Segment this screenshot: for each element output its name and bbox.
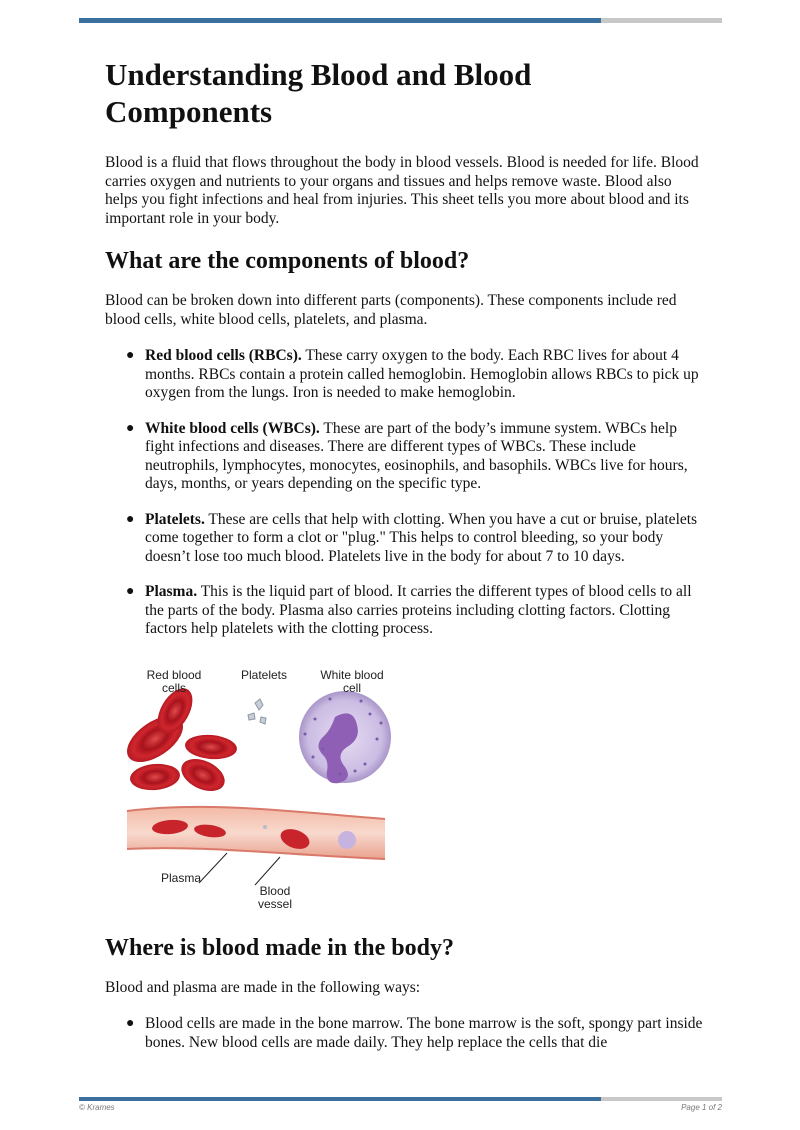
desc-wbc: These are part of the body’s immune system. WBCs help fight infections and diseases. There are different types of WBCs. These include neutrophils, lymphocytes, monocytes, eosinophils, and basophils. WBCs live for hours, days, months, or years depending on the specific type. [145,419,688,492]
bullet-dot: ● [126,511,135,527]
label-white-blood-cell: White blood cell [320,667,384,695]
bullet-dot: ● [126,348,135,363]
footer-rule [79,1097,722,1101]
header-rule [79,18,722,23]
list-item [126,583,705,639]
term-platelets: Platelets. [145,510,205,528]
list-item [126,419,705,494]
where-made-intro: Blood and plasma are made in the following ways: [105,978,421,996]
intro-paragraph: Blood is a fluid that flows throughout the body in blood vessels. Blood is needed for life. Blood carries oxygen and nutrients to your organs and tissues and helps remove waste. Blood also helps you fight infections and heal from injuries. This sheet tells you more about blood and its important role in your body. [105,154,699,227]
where-made-list [105,1015,705,1052]
bullet-dot: ● [126,420,135,436]
white-blood-cell-drawing [299,691,391,783]
term-rbc: Red blood cells (RBCs). [145,347,302,364]
section-heading-components: What are the components of blood? [105,248,470,274]
footer-rule-accent [79,1097,601,1101]
label-red-blood-cells: Red blood cells [146,667,202,695]
footer-page-number: Page 1 of 2 [681,1103,722,1112]
label-plasma: Plasma [160,870,201,885]
header-rule-accent [79,18,601,23]
list-item [126,510,705,567]
footer-copyright: © Krames [79,1103,115,1112]
desc-plasma: This is the liquid part of blood. It carries the different types of blood cells to all the parts of the body. Plasma also carries proteins including clotting factors. Clotting factors help platelets with the clotting process. [145,583,692,637]
label-blood-vessel: Blood vessel [257,883,292,911]
section-heading-where-made: Where is blood made in the body? [105,934,454,961]
components-list [105,347,705,639]
desc-rbc: These carry oxygen to the body. Each RBC lives for about 4 months. RBCs contain a protein called hemoglobin. Hemoglobin allows RBCs to pick up oxygen from the lungs. Iron is needed to make hemoglobin. [145,347,699,401]
bullet-dot: ● [126,584,135,599]
term-wbc: White blood cells (WBCs). [145,419,320,437]
desc-platelets: These are cells that help with clotting. When you have a cut or bruise, platelets come together to form a clot or "plug." This helps to control bleeding, so your body doesn’t lose too much blood. Platelets live in the body for about 7 to 10 days. [145,510,698,565]
label-platelets: Platelets [240,667,288,682]
components-intro: Blood can be broken down into different parts (components). These components include red blood cells, white blood cells, platelets, and plasma. [105,292,677,328]
platelets-drawing [248,699,266,724]
term-plasma: Plasma. [145,583,198,600]
desc-bone-marrow: Blood cells are made in the bone marrow. The bone marrow is the soft, spongy part inside bones. New blood cells are made daily. They help replace the cells that die [145,1015,703,1051]
list-item [126,1015,705,1052]
bullet-dot: ● [126,1016,135,1031]
blood-components-illustration [115,659,415,911]
red-blood-cells-drawing [119,682,238,797]
list-item [126,347,705,403]
page-title: Understanding Blood and Blood Components [105,57,532,129]
document-body [105,56,705,1072]
